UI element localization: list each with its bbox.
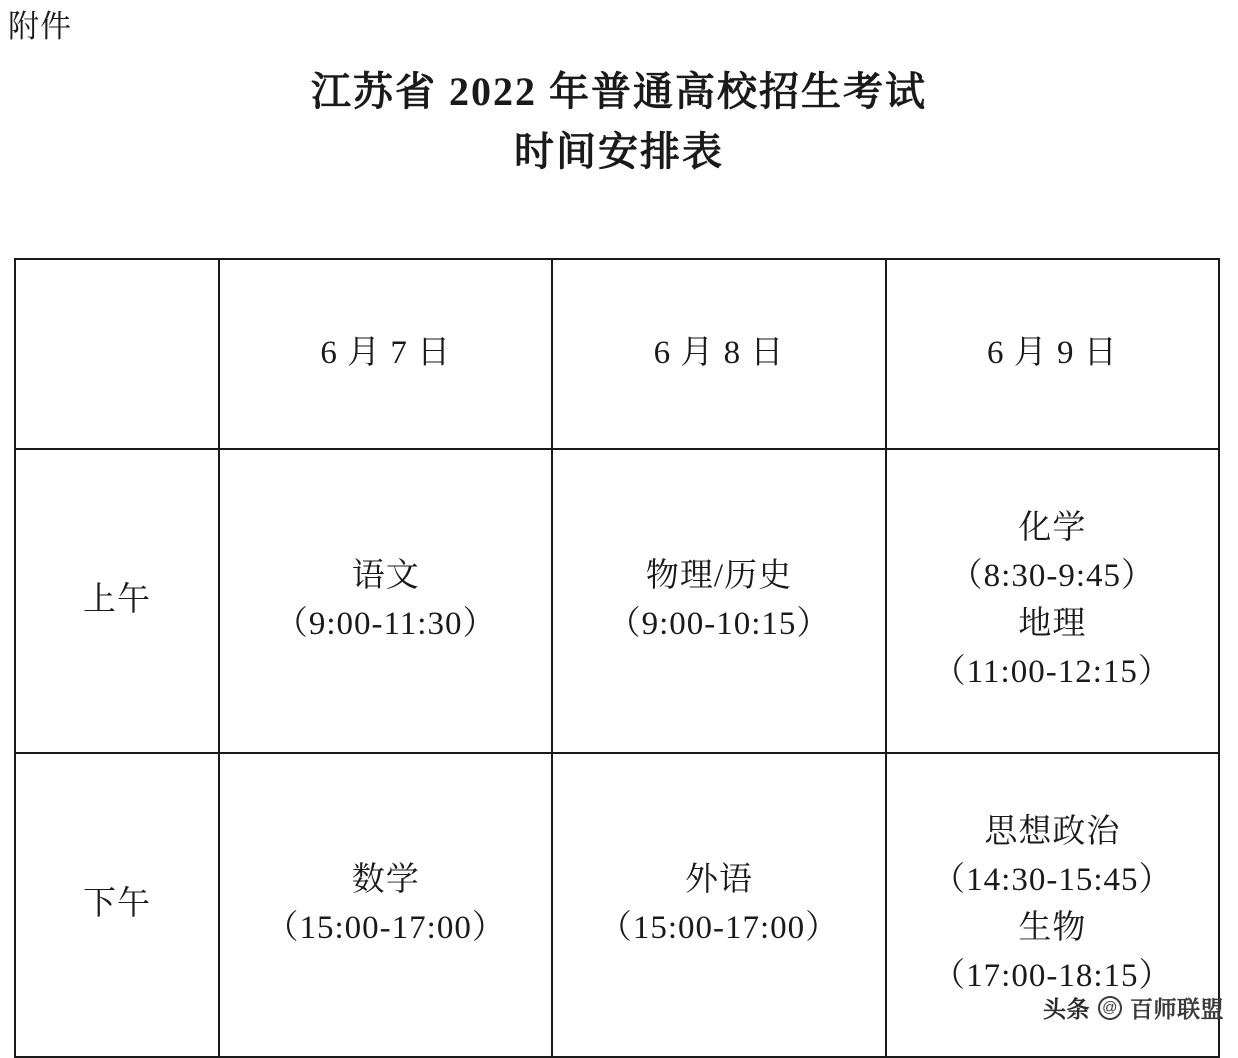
cell-line: 数学 [351,862,420,899]
column-header-june-8: 6 月 8 日 [552,259,885,449]
cell-morning-june-7 [219,449,552,753]
cell-text-block [224,857,547,953]
cell-afternoon-june-8 [552,753,885,1057]
cell-morning-june-8 [552,449,885,753]
cell-line: 外语 [685,862,753,899]
cell-line: （14:30-15:45） [932,862,1173,899]
cell-afternoon-june-7 [219,753,552,1057]
cell-morning-june-9 [886,449,1219,753]
watermark-account: 百师联盟 [1130,996,1224,1022]
cell-line: （9:00-10:15） [607,606,831,642]
cell-text-block [891,809,1214,1000]
cell-text-block [224,553,547,649]
cell-line: （17:00-18:15） [932,957,1173,994]
page-title [0,62,1238,182]
cell-line: （9:00-11:30） [274,606,497,642]
cell-line: 生物 [1018,910,1087,946]
row-header-morning: 上午 [15,449,219,753]
exam-schedule-table [14,258,1220,1058]
cell-line: 物理/历史 [645,558,793,595]
table-corner-cell [15,259,219,449]
cell-line: （15:00-17:00） [598,910,840,946]
watermark [1043,991,1224,1024]
cell-text-block [557,857,880,953]
cell-line: （15:00-17:00） [265,910,506,946]
cell-line: 地理 [1018,606,1087,642]
column-header-june-9: 6 月 9 日 [886,259,1219,449]
page-title-line-1: 江苏省 2022 年普通高校招生考试 [311,69,927,114]
cell-line: （11:00-12:15） [932,653,1172,690]
watermark-platform: 头条 [1043,996,1090,1022]
cell-line: 语文 [351,558,420,595]
cell-text-block [557,553,880,649]
attachment-label: 附件 [8,9,72,44]
at-icon: @ [1098,996,1122,1020]
cell-line: （8:30-9:45） [949,558,1155,595]
cell-text-block [891,505,1214,696]
cell-line: 化学 [1018,510,1087,547]
cell-line: 思想政治 [984,814,1121,851]
table-header-row [15,259,1219,449]
page-title-line-2: 时间安排表 [514,129,724,174]
table-row [15,753,1219,1057]
row-header-afternoon: 下午 [15,753,219,1057]
table-row [15,449,1219,753]
column-header-june-7: 6 月 7 日 [219,259,552,449]
